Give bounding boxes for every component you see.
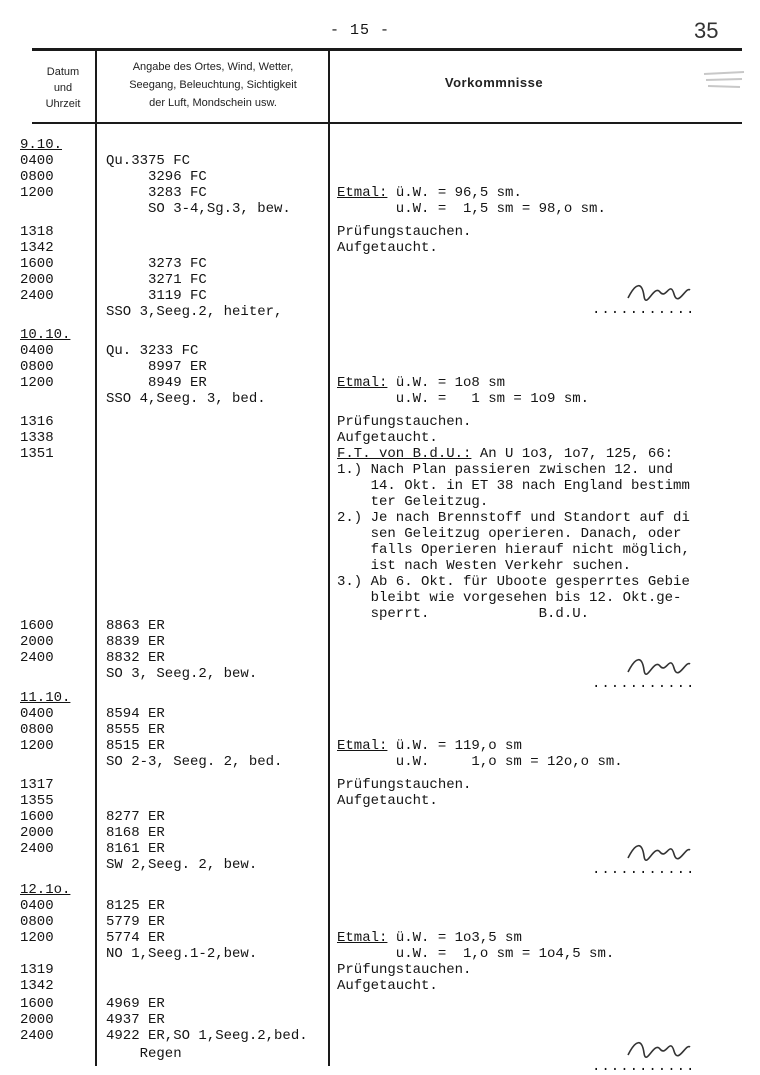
entry-time: 0400 bbox=[20, 343, 54, 359]
entry-event: u.W. = 1,5 sm = 98,o sm. bbox=[337, 201, 606, 217]
entry-position-weather: 4937 ER bbox=[106, 1012, 165, 1028]
header-ort-line-1: Angabe des Ortes, Wind, Wetter, bbox=[132, 61, 294, 73]
entry-time: 1600 bbox=[20, 996, 54, 1012]
entry-position-weather: SW 2,Seeg. 2, bew. bbox=[106, 857, 258, 873]
entry-time: 0400 bbox=[20, 153, 54, 169]
entry-time: 1318 bbox=[20, 224, 54, 240]
header-datum-line-2: und bbox=[53, 82, 73, 94]
table-top-rule bbox=[32, 48, 742, 51]
date-heading: 9.10. bbox=[20, 137, 63, 153]
signature-dotted-line: ........... bbox=[592, 676, 696, 692]
entry-event: 3.) Ab 6. Okt. für Uboote gesperrtes Gebie bbox=[337, 574, 690, 590]
entry-position-weather: 5779 ER bbox=[106, 914, 165, 930]
entry-position-weather: 8949 ER bbox=[106, 375, 207, 391]
folio-number: 35 bbox=[694, 18, 719, 43]
entry-event: F.T. von B.d.U.: An U 1o3, 1o7, 125, 66: bbox=[337, 446, 674, 462]
date-heading: 11.10. bbox=[20, 690, 71, 706]
entry-event: Prüfungstauchen. bbox=[337, 777, 472, 793]
entry-time: 0800 bbox=[20, 914, 54, 930]
entry-position-weather: 8594 ER bbox=[106, 706, 165, 722]
entry-event: u.W. = 1,o sm = 1o4,5 sm. bbox=[337, 946, 615, 962]
entry-position-weather: SO 2-3, Seeg. 2, bed. bbox=[106, 754, 283, 770]
date-heading: 12.1o. bbox=[20, 882, 71, 898]
entry-event: 1.) Nach Plan passieren zwischen 12. und bbox=[337, 462, 674, 478]
entry-position-weather: SSO 4,Seeg. 3, bed. bbox=[106, 391, 266, 407]
entry-time: 1355 bbox=[20, 793, 54, 809]
entry-position-weather: 4969 ER bbox=[106, 996, 165, 1012]
entry-time: 2000 bbox=[20, 634, 54, 650]
entry-event: ist nach Westen Verkehr suchen. bbox=[337, 558, 632, 574]
header-ort-line-2: Seegang, Beleuchtung, Sichtigkeit bbox=[129, 79, 297, 91]
column-divider-2 bbox=[328, 50, 330, 1066]
entry-time: 0800 bbox=[20, 722, 54, 738]
entry-position-weather: 8125 ER bbox=[106, 898, 165, 914]
entry-position-weather: 8832 ER bbox=[106, 650, 165, 666]
entry-time: 1317 bbox=[20, 777, 54, 793]
entry-position-weather: 5774 ER bbox=[106, 930, 165, 946]
entry-position-weather: Regen bbox=[106, 1046, 182, 1062]
entry-position-weather: 4922 ER,SO 1,Seeg.2,bed. bbox=[106, 1028, 308, 1044]
signature-dotted-line: ........... bbox=[592, 862, 696, 878]
entry-time: 0400 bbox=[20, 898, 54, 914]
entry-position-weather: 3283 FC bbox=[106, 185, 207, 201]
entry-event: Prüfungstauchen. bbox=[337, 414, 472, 430]
header-ort bbox=[100, 58, 326, 112]
entry-time: 2000 bbox=[20, 825, 54, 841]
entry-time: 2400 bbox=[20, 841, 54, 857]
stamp-mark-icon bbox=[700, 66, 750, 94]
entry-position-weather: Qu.3375 FC bbox=[106, 153, 191, 169]
entry-time: 1319 bbox=[20, 962, 54, 978]
entry-position-weather: SO 3-4,Sg.3, bew. bbox=[106, 201, 291, 217]
entry-position-weather: 3273 FC bbox=[106, 256, 207, 272]
entry-event: u.W. = 1 sm = 1o9 sm. bbox=[337, 391, 590, 407]
entry-time: 0800 bbox=[20, 169, 54, 185]
signature-dotted-line: ........... bbox=[592, 302, 696, 318]
entry-time: 1342 bbox=[20, 978, 54, 994]
entry-position-weather: 8555 ER bbox=[106, 722, 165, 738]
entry-event: Aufgetaucht. bbox=[337, 240, 438, 256]
entry-event: Etmal: ü.W. = 1o8 sm bbox=[337, 375, 506, 391]
entry-time: 0800 bbox=[20, 359, 54, 375]
entry-time: 1342 bbox=[20, 240, 54, 256]
entry-position-weather: NO 1,Seeg.1-2,bew. bbox=[106, 946, 258, 962]
header-ort-line-3: der Luft, Mondschein usw. bbox=[149, 97, 277, 109]
entry-event: bleibt wie vorgesehen bis 12. Okt.ge- bbox=[337, 590, 682, 606]
entry-time: 1351 bbox=[20, 446, 54, 462]
entry-event: 2.) Je nach Brennstoff und Standort auf di bbox=[337, 510, 690, 526]
header-datum-line-1: Datum bbox=[46, 66, 80, 78]
header-datum-line-3: Uhrzeit bbox=[45, 98, 81, 110]
signature-dotted-line: ........... bbox=[592, 1059, 696, 1075]
entry-position-weather: 8997 ER bbox=[106, 359, 207, 375]
entry-time: 1600 bbox=[20, 256, 54, 272]
entry-position-weather: SO 3, Seeg.2, bew. bbox=[106, 666, 258, 682]
entry-event: sperrt. B.d.U. bbox=[337, 606, 590, 622]
entry-event: sen Geleitzug operieren. Danach, oder bbox=[337, 526, 682, 542]
entry-time: 2000 bbox=[20, 1012, 54, 1028]
initials-signature-icon bbox=[624, 1035, 694, 1061]
faint-stamp bbox=[700, 66, 750, 94]
entry-position-weather: 3119 FC bbox=[106, 288, 207, 304]
entry-event: Prüfungstauchen. bbox=[337, 962, 472, 978]
entry-time: 0400 bbox=[20, 706, 54, 722]
entry-time: 1200 bbox=[20, 738, 54, 754]
entry-position-weather: 8168 ER bbox=[106, 825, 165, 841]
entry-event: Etmal: ü.W. = 1o3,5 sm bbox=[337, 930, 522, 946]
entry-event: Etmal: ü.W. = 119,o sm bbox=[337, 738, 522, 754]
header-datum bbox=[34, 64, 92, 112]
entry-position-weather: 8839 ER bbox=[106, 634, 165, 650]
entry-event: Aufgetaucht. bbox=[337, 430, 438, 446]
entry-event: 14. Okt. in ET 38 nach England bestimm bbox=[337, 478, 690, 494]
initials-signature-icon bbox=[624, 652, 694, 678]
entry-position-weather: 8277 ER bbox=[106, 809, 165, 825]
date-heading: 10.10. bbox=[20, 327, 71, 343]
entry-event: falls Operieren hierauf nicht möglich, bbox=[337, 542, 690, 558]
entry-time: 1316 bbox=[20, 414, 54, 430]
header-vorkommnisse: Vorkommnisse bbox=[444, 75, 544, 90]
entry-event: Aufgetaucht. bbox=[337, 793, 438, 809]
entry-position-weather: 8515 ER bbox=[106, 738, 165, 754]
table-header-rule bbox=[32, 122, 742, 124]
entry-event: u.W. 1,o sm = 12o,o sm. bbox=[337, 754, 623, 770]
entry-time: 1200 bbox=[20, 185, 54, 201]
entry-time: 1200 bbox=[20, 375, 54, 391]
entry-time: 1338 bbox=[20, 430, 54, 446]
entry-event: Aufgetaucht. bbox=[337, 978, 438, 994]
entry-position-weather: Qu. 3233 FC bbox=[106, 343, 199, 359]
entry-time: 2400 bbox=[20, 288, 54, 304]
entry-time: 1600 bbox=[20, 809, 54, 825]
initials-signature-icon bbox=[624, 278, 694, 304]
entry-position-weather: 3296 FC bbox=[106, 169, 207, 185]
page-number: - 15 - bbox=[330, 22, 391, 39]
entry-position-weather: SSO 3,Seeg.2, heiter, bbox=[106, 304, 283, 320]
entry-event: Etmal: ü.W. = 96,5 sm. bbox=[337, 185, 522, 201]
entry-time: 2400 bbox=[20, 1028, 54, 1044]
entry-time: 1600 bbox=[20, 618, 54, 634]
entry-position-weather: 8161 ER bbox=[106, 841, 165, 857]
entry-time: 2400 bbox=[20, 650, 54, 666]
entry-time: 1200 bbox=[20, 930, 54, 946]
initials-signature-icon bbox=[624, 838, 694, 864]
entry-event: ter Geleitzug. bbox=[337, 494, 489, 510]
column-divider-1 bbox=[95, 50, 97, 1066]
entry-event: Prüfungstauchen. bbox=[337, 224, 472, 240]
entry-position-weather: 8863 ER bbox=[106, 618, 165, 634]
entry-position-weather: 3271 FC bbox=[106, 272, 207, 288]
entry-time: 2000 bbox=[20, 272, 54, 288]
